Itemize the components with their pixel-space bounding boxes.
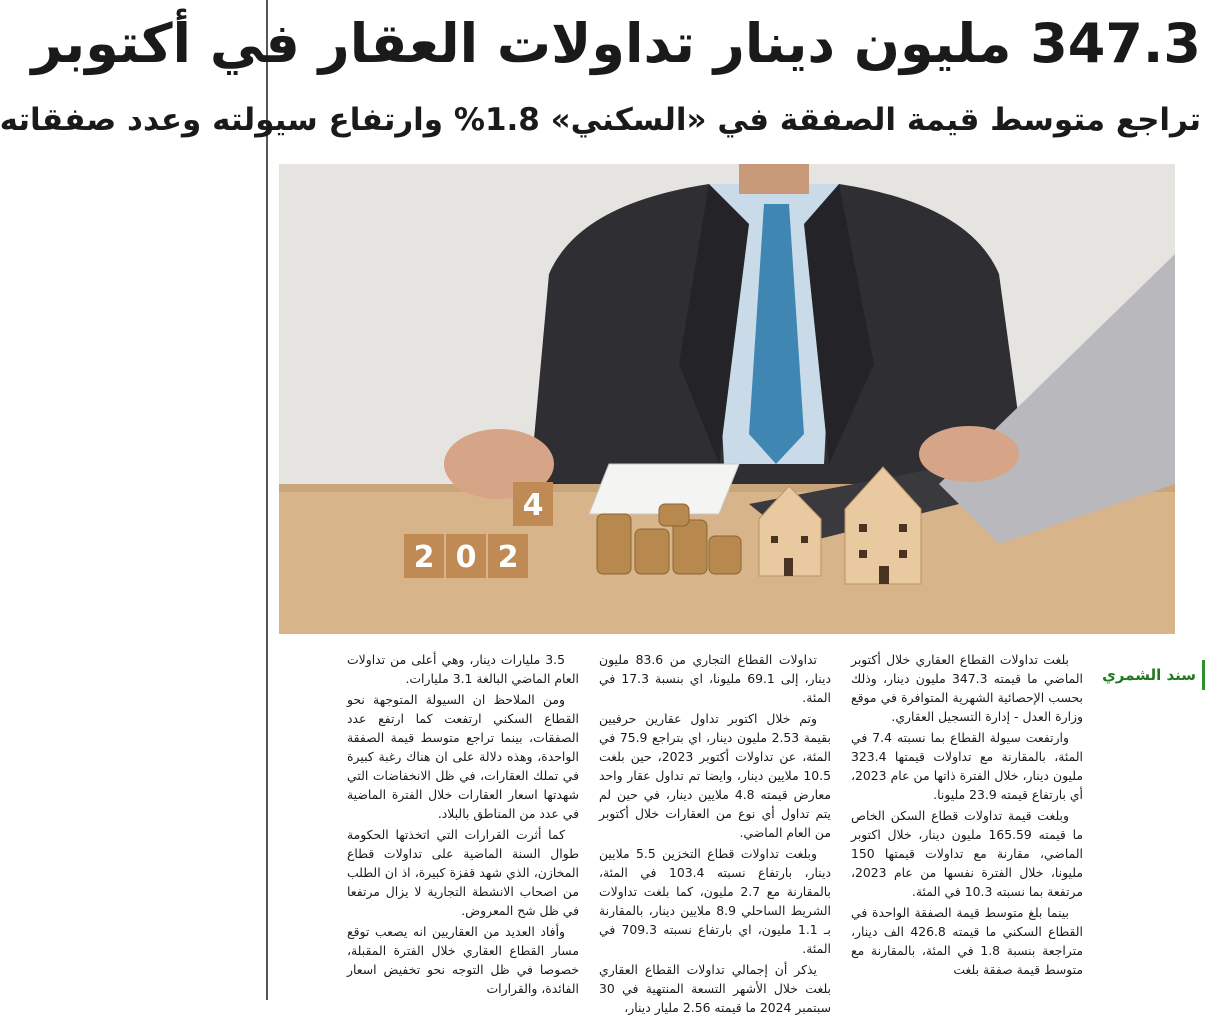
subheadline: تراجع متوسط قيمة الصفقة في «السكني» 1.8% وارتفاع سيولته وعدد صفقاته — [0, 102, 1201, 138]
paragraph: ومن الملاحظ ان السيولة المتوجهة نحو القطاع السكني ارتفعت كما ارتفع عدد الصفقات، بينما تراجع متوسط قيمة الصفقة الواحدة، وهذه دلالة على ان هناك رغبة كبيرة في تملك العقارات، في ظل الانخفاضات التي شهدتها اسعار العقارات خلال الفترة الماضية في عدد من المناطق بالبلاد. — [347, 692, 579, 821]
paragraph: تداولات القطاع التجاري من 83.6 مليون دينار، إلى 69.1 مليونا، اي بنسبة 17.3 في المئة. — [599, 652, 831, 705]
paragraph: وارتفعت سيولة القطاع بما نسبته 7.4 في المئة، بالمقارنة مع تداولات قيمتها 323.4 مليون دينار، خلال الفترة ذاتها من عام 2023، أي بارتفاع قيمته 23.9 مليونا. — [851, 730, 1083, 802]
paragraph: وأفاد العديد من العقاريين انه يصعب توقع مسار القطاع العقاري خلال الفترة المقبلة، خصوصا في ظل التوجه نحو تخفيض اسعار الفائدة، والقرارات — [347, 924, 579, 996]
paragraph: وبلغت تداولات قطاع التخزين 5.5 ملايين دينار، بارتفاع نسبته 103.4 في المئة، بالمقارنة مع 2.7 مليون، كما بلغت تداولات الشريط الساحلي 8.9 ملايين دينار، بالمقارنة بـ 1.1 مليون، اي بارتفاع نسبته 709.3 في المئة. — [599, 846, 832, 956]
paragraph: 3.5 مليارات دينار، وهي أعلى من تداولات العام الماضي البالغة 3.1 مليارات. — [347, 652, 579, 686]
paragraph: بينما بلغ متوسط قيمة الصفقة الواحدة في القطاع السكني ما قيمته 426.8 الف دينار، متراجعة بنسبة 1.8 في المئة، بالمقارنة مع متوسط قيمة صفقة بلغت — [851, 905, 1084, 977]
cube-digit-1: 2 — [413, 540, 435, 575]
article-column-2 — [599, 650, 832, 1015]
paragraph: وبلغت قيمة تداولات قطاع السكن الخاص ما قيمته 165.59 مليون دينار، خلال اكتوبر الماضي، مقارنة مع تداولات قيمتها 150 مليونا، خلال الفترة نفسها من عام 2023، مرتفعة بما نسبته 10.3 في المئة. — [851, 808, 1083, 899]
headline: 347.3 مليون دينار تداولات العقار في أكتوبر — [31, 12, 1201, 75]
article-column-1 — [851, 650, 1083, 1000]
paragraph: يذكر أن إجمالي تداولات القطاع العقاري بلغت خلال الأشهر التسعة المنتهية في 30 سبتمبر 2024 ما قيمته 2.56 مليار دينار، — [599, 962, 831, 1015]
paragraph: كما أثرت القرارات التي اتخذتها الحكومة طوال السنة الماضية على تداولات قطاع المخازن، الذي شهد قفزة كبيرة، اذ ان الطلب من اصحاب الانشطة التجارية لا يزال مرتفعا في ظل شح المعروض. — [347, 827, 579, 918]
article-body — [309, 650, 1205, 1015]
cube-digit-2: 0 — [455, 540, 477, 575]
paragraph: وتم خلال اكتوبر تداول عقارين حرفيين بقيمة 2.53 مليون دينار، اي بتراجع 75.9 في المئة، عن تداولات أكتوبر 2023، حين بلغت 10.5 ملايين دينار، وايضا تم تداول عقار واحد معارض قيمته 4.8 ملايين دينار، في حين لم يتم تداول أي نوع من العقارات خلال أكتوبر من العام الماضي. — [599, 711, 832, 840]
article-photo — [279, 164, 1175, 634]
column-divider-rule — [266, 0, 268, 1000]
cube-digit-4: 4 — [522, 488, 544, 523]
author-byline: سند الشمري — [1101, 660, 1205, 690]
cube-digit-3: 2 — [497, 540, 519, 575]
article-column-3 — [347, 650, 579, 1000]
paragraph: بلغت تداولات القطاع العقاري خلال أكتوبر الماضي ما قيمته 347.3 مليون دينار، وذلك بحسب الإحصائية الشهرية المتوافرة في موقع وزارة العدل - إدارة التسجيل العقاري. — [851, 652, 1083, 724]
